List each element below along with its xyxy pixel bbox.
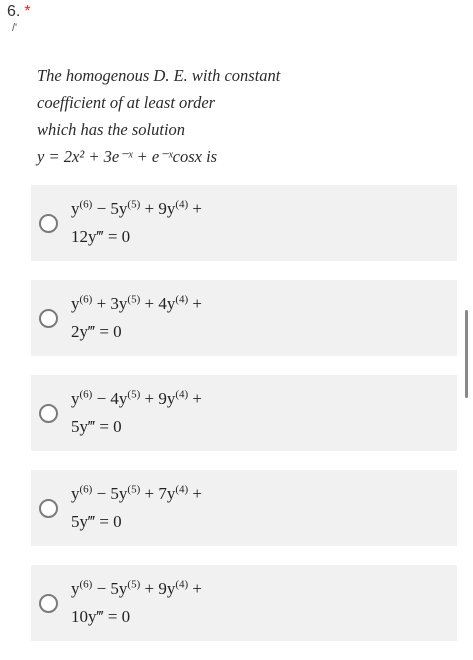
equation-line-1: $y^{(6)} - 5y^{(5)} + 9y^{(4)}$ + <box>71 198 203 218</box>
derivative-order: (5) <box>127 578 141 591</box>
answer-option-4[interactable] <box>31 470 457 546</box>
scrollbar[interactable] <box>465 310 468 398</box>
equation-line-2: 10y‴ = 0 <box>71 607 131 626</box>
derivative-order: (5) <box>127 388 141 401</box>
answer-option-3[interactable] <box>31 375 457 451</box>
answer-option-5[interactable] <box>31 565 457 641</box>
radio-button[interactable] <box>39 404 58 423</box>
option-equation <box>71 575 202 631</box>
option-equation <box>71 290 202 346</box>
radio-button[interactable] <box>39 499 58 518</box>
side-mark: /' <box>12 22 18 34</box>
equation-line-2: 5y‴ = 0 <box>71 512 122 531</box>
derivative-order: (5) <box>127 483 141 496</box>
derivative-order: (4) <box>175 293 189 306</box>
equation-line-1: $y^{(6)} - 5y^{(5)} + 7y^{(4)}$ + <box>71 483 203 503</box>
derivative-order: (4) <box>175 578 189 591</box>
radio-button[interactable] <box>39 594 58 613</box>
radio-button[interactable] <box>39 309 58 328</box>
question-stem <box>37 62 367 170</box>
option-equation <box>71 195 202 251</box>
equation-line-1: $y^{(6)} + 3y^{(5)} + 4y^{(4)}$ + <box>71 293 203 313</box>
solution-line: y = 2x² + 3e⁻ˣ + e⁻ˣcosx is <box>37 147 218 166</box>
answer-option-1[interactable] <box>31 185 457 261</box>
equation-line-1: $y^{(6)} - 5y^{(5)} + 9y^{(4)}$ + <box>71 578 203 598</box>
stem-line: which has the solution <box>37 120 186 139</box>
derivative-order: (4) <box>175 483 189 496</box>
equation-line-2: 12y‴ = 0 <box>71 227 131 246</box>
derivative-order: (6) <box>79 293 93 306</box>
derivative-order: (5) <box>127 293 141 306</box>
equation-line-2: 5y‴ = 0 <box>71 417 122 436</box>
option-equation <box>71 385 202 441</box>
option-equation <box>71 480 202 536</box>
derivative-order: (5) <box>127 198 141 211</box>
derivative-order: (4) <box>175 388 189 401</box>
derivative-order: (6) <box>79 483 93 496</box>
derivative-order: (4) <box>175 198 189 211</box>
radio-button[interactable] <box>39 214 58 233</box>
derivative-order: (6) <box>79 198 93 211</box>
equation-line-1: $y^{(6)} - 4y^{(5)} + 9y^{(4)}$ + <box>71 388 203 408</box>
answer-option-2[interactable] <box>31 280 457 356</box>
equation-line-2: 2y‴ = 0 <box>71 322 122 341</box>
question-number-label: 6. <box>7 3 21 20</box>
stem-line: coefficient of at least order <box>37 93 216 112</box>
required-marker: * <box>24 3 31 20</box>
question-number <box>7 3 31 21</box>
stem-line: The homogenous D. E. with constant <box>37 66 281 85</box>
derivative-order: (6) <box>79 578 93 591</box>
derivative-order: (6) <box>79 388 93 401</box>
